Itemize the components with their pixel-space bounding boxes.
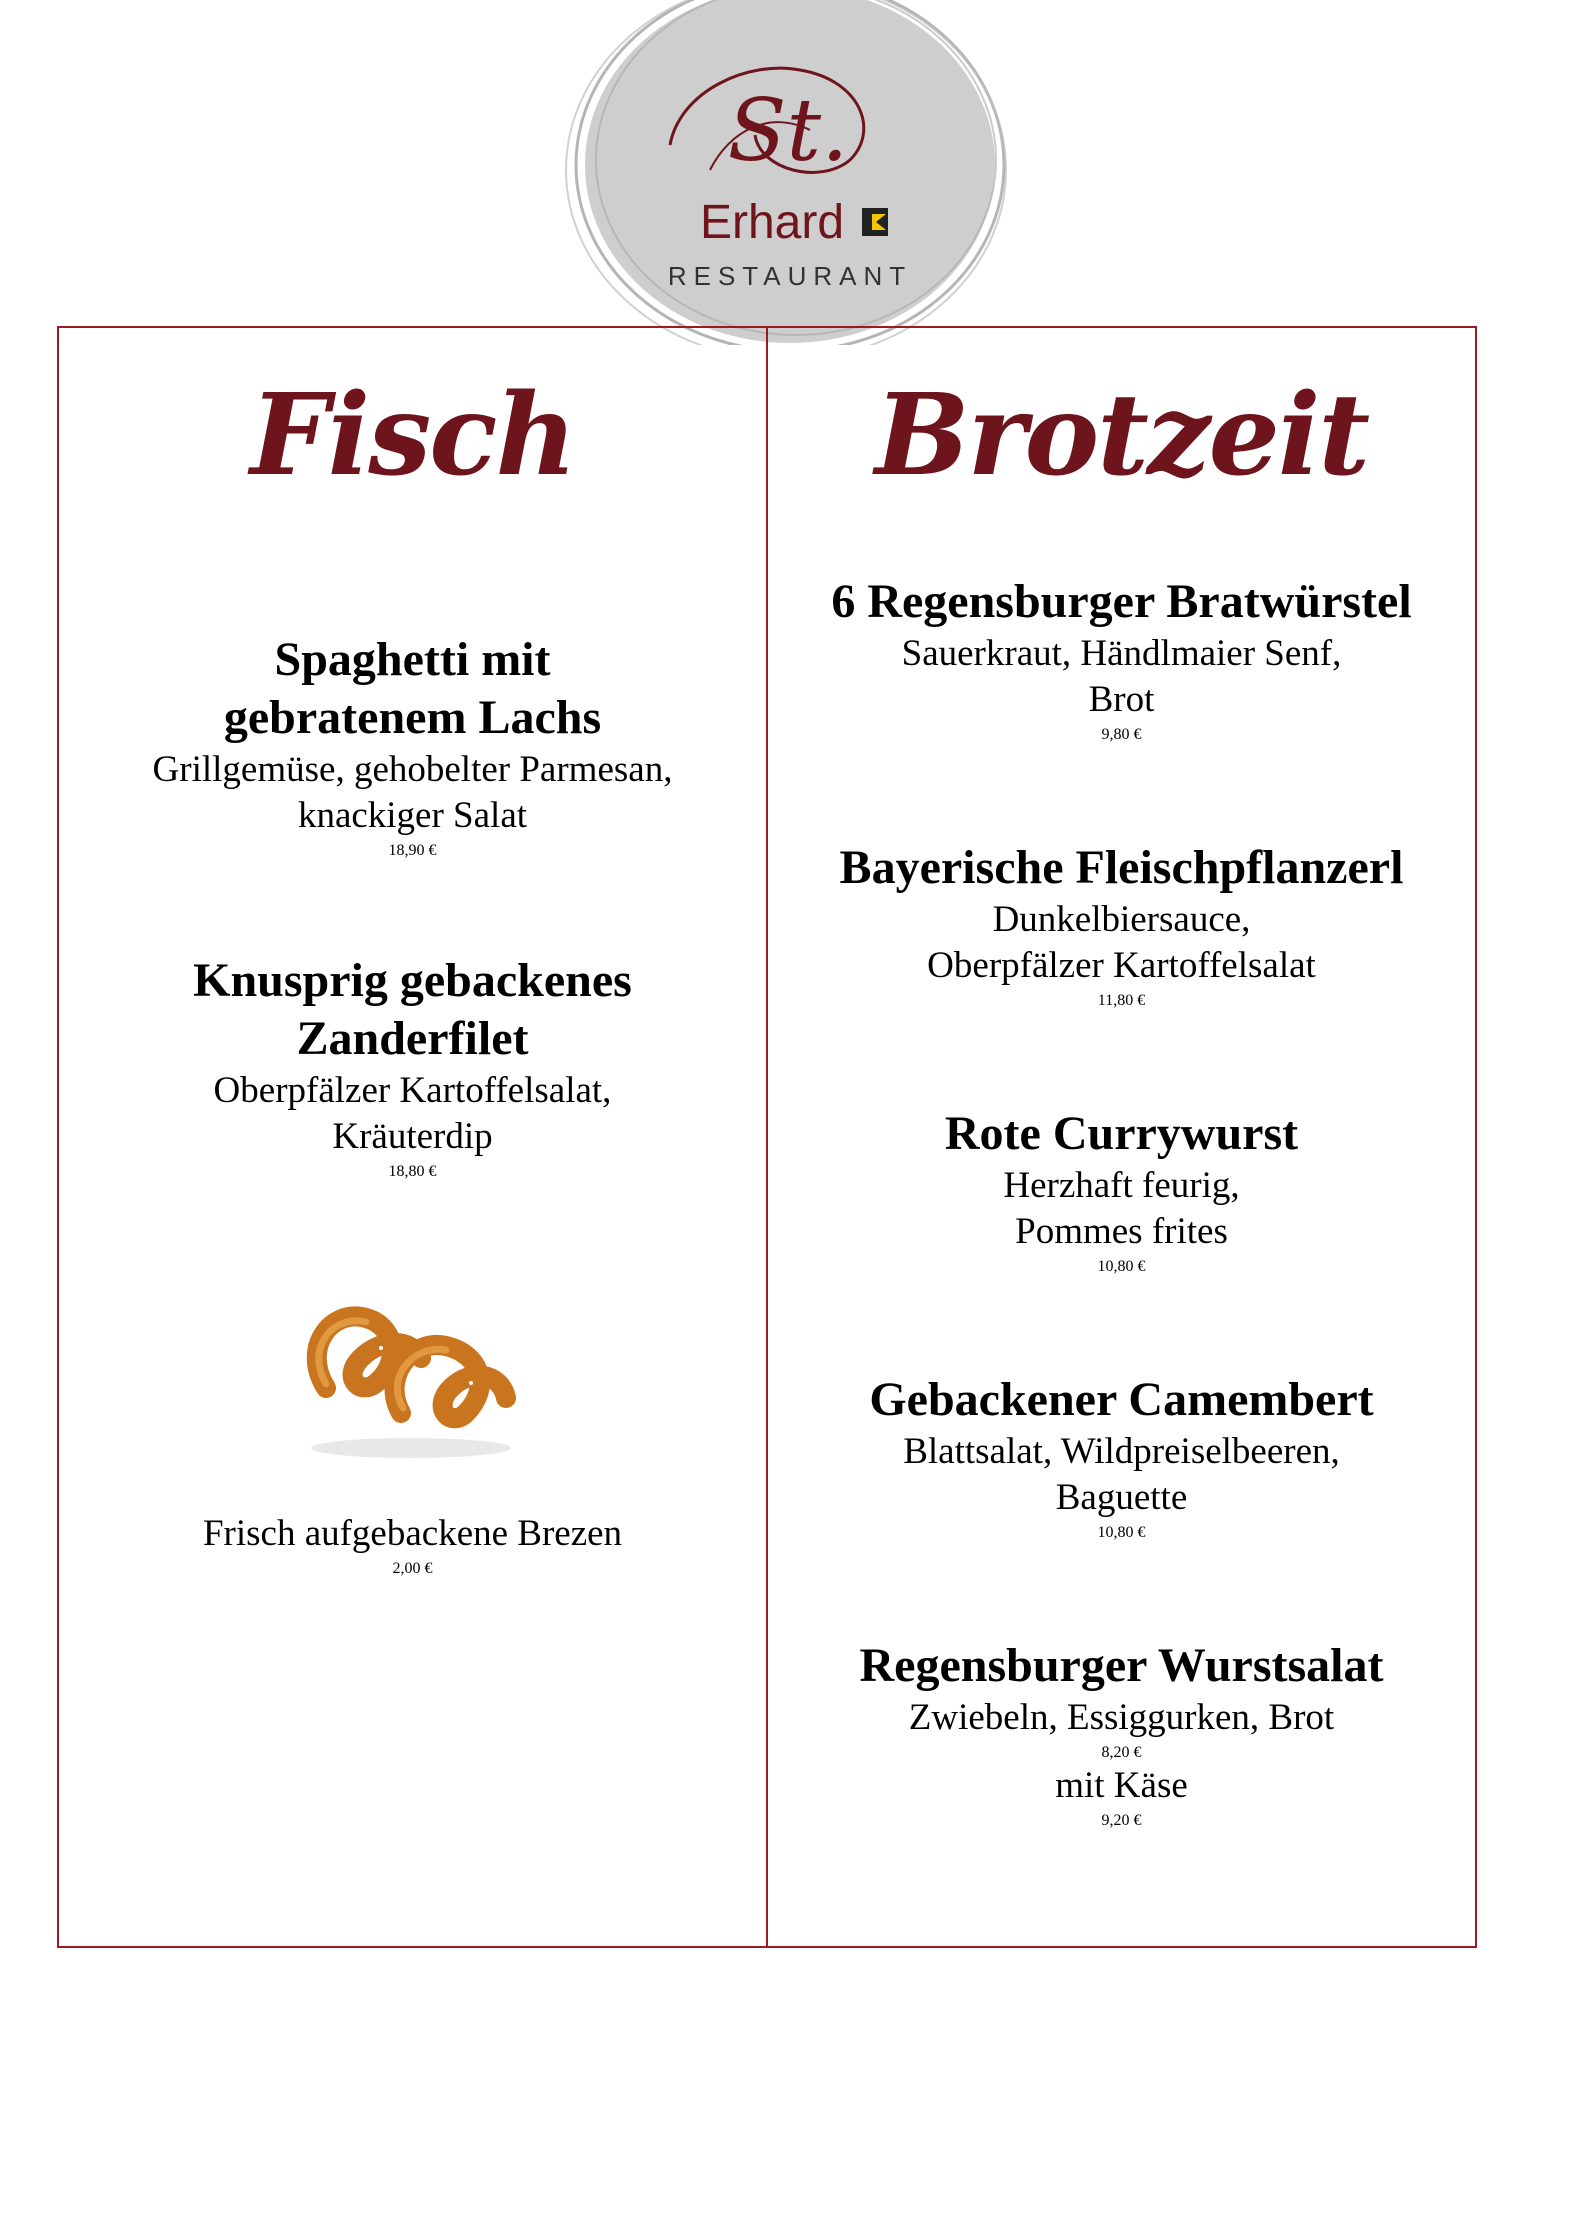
fisch-heading: Fisch [250, 370, 575, 501]
item-price: 10,80 € [1097, 1258, 1146, 1275]
logo-badge-icon [862, 208, 888, 236]
item-price: 11,80 € [1097, 992, 1146, 1009]
item-description-line: Blattsalat, Wildpreiselbeeren, [903, 1431, 1340, 1472]
item-description-line: Frisch aufgebackene Brezen [202, 1513, 623, 1554]
item-description-line: Baguette [1055, 1477, 1188, 1518]
item-description-line: Herzhaft feurig, [1003, 1165, 1240, 1206]
item-price: 18,90 € [388, 842, 437, 859]
logo-monogram: St. [727, 81, 849, 181]
item-variant-price: 9,20 € [1101, 1812, 1142, 1829]
logo-name: Erhard [699, 196, 845, 249]
item-name-line: gebratenem Lachs [223, 691, 602, 744]
item-price: 8,20 € [1101, 1744, 1142, 1761]
item-description-line: Pommes frites [1015, 1211, 1228, 1252]
item-name-line: Bayerische Fleischpflanzerl [839, 841, 1404, 894]
item-description-line: Dunkelbiersauce, [992, 899, 1251, 940]
item-price: 2,00 € [392, 1560, 433, 1577]
item-name-line: Zanderfilet [296, 1012, 529, 1065]
item-description-line: Sauerkraut, Händlmaier Senf, [901, 633, 1342, 674]
menu-item-brezen [59, 1511, 766, 1579]
item-description-line: Grillgemüse, gehobelter Parmesan, [152, 749, 673, 790]
item-name-line: Gebackener Camembert [869, 1373, 1374, 1426]
item-description-line: Brot [1088, 679, 1155, 720]
item-name-line: Spaghetti mit [274, 633, 551, 686]
menu-item-bratwuerstel [768, 573, 1475, 745]
menu-item-spaghetti-lachs [59, 631, 766, 861]
item-name-line: Knusprig gebackenes [193, 954, 632, 1007]
item-price: 9,80 € [1101, 726, 1142, 743]
menu-frame [57, 326, 1477, 1948]
menu-item-camembert [768, 1371, 1475, 1543]
menu-item-currywurst [768, 1105, 1475, 1277]
menu-item-zanderfilet [59, 952, 766, 1182]
restaurant-logo [560, 0, 1020, 345]
item-description-line: Oberpfälzer Kartoffelsalat [927, 945, 1316, 986]
pretzel-icon [291, 1288, 531, 1463]
brotzeit-column [768, 328, 1475, 1946]
logo-graphic [560, 0, 1020, 345]
item-description-line: Oberpfälzer Kartoffelsalat, [213, 1070, 612, 1111]
fisch-column [59, 328, 768, 1946]
item-price: 18,80 € [388, 1163, 437, 1180]
item-name-line: Rote Currywurst [944, 1107, 1299, 1160]
item-description-line: Kräuterdip [332, 1116, 493, 1157]
logo-subtitle: RESTAURANT [667, 261, 913, 291]
menu-item-wurstsalat [768, 1637, 1475, 1831]
item-price: 10,80 € [1097, 1524, 1146, 1541]
item-description-line: Zwiebeln, Essiggurken, Brot [908, 1697, 1335, 1738]
menu-item-fleischpflanzerl [768, 839, 1475, 1011]
item-description-line: knackiger Salat [297, 795, 528, 836]
item-name-line: 6 Regensburger Bratwürstel [831, 575, 1412, 628]
item-name-line: Regensburger Wurstsalat [859, 1639, 1384, 1692]
brotzeit-heading: Brotzeit [874, 370, 1369, 501]
item-variant-description: mit Käse [1055, 1765, 1188, 1806]
